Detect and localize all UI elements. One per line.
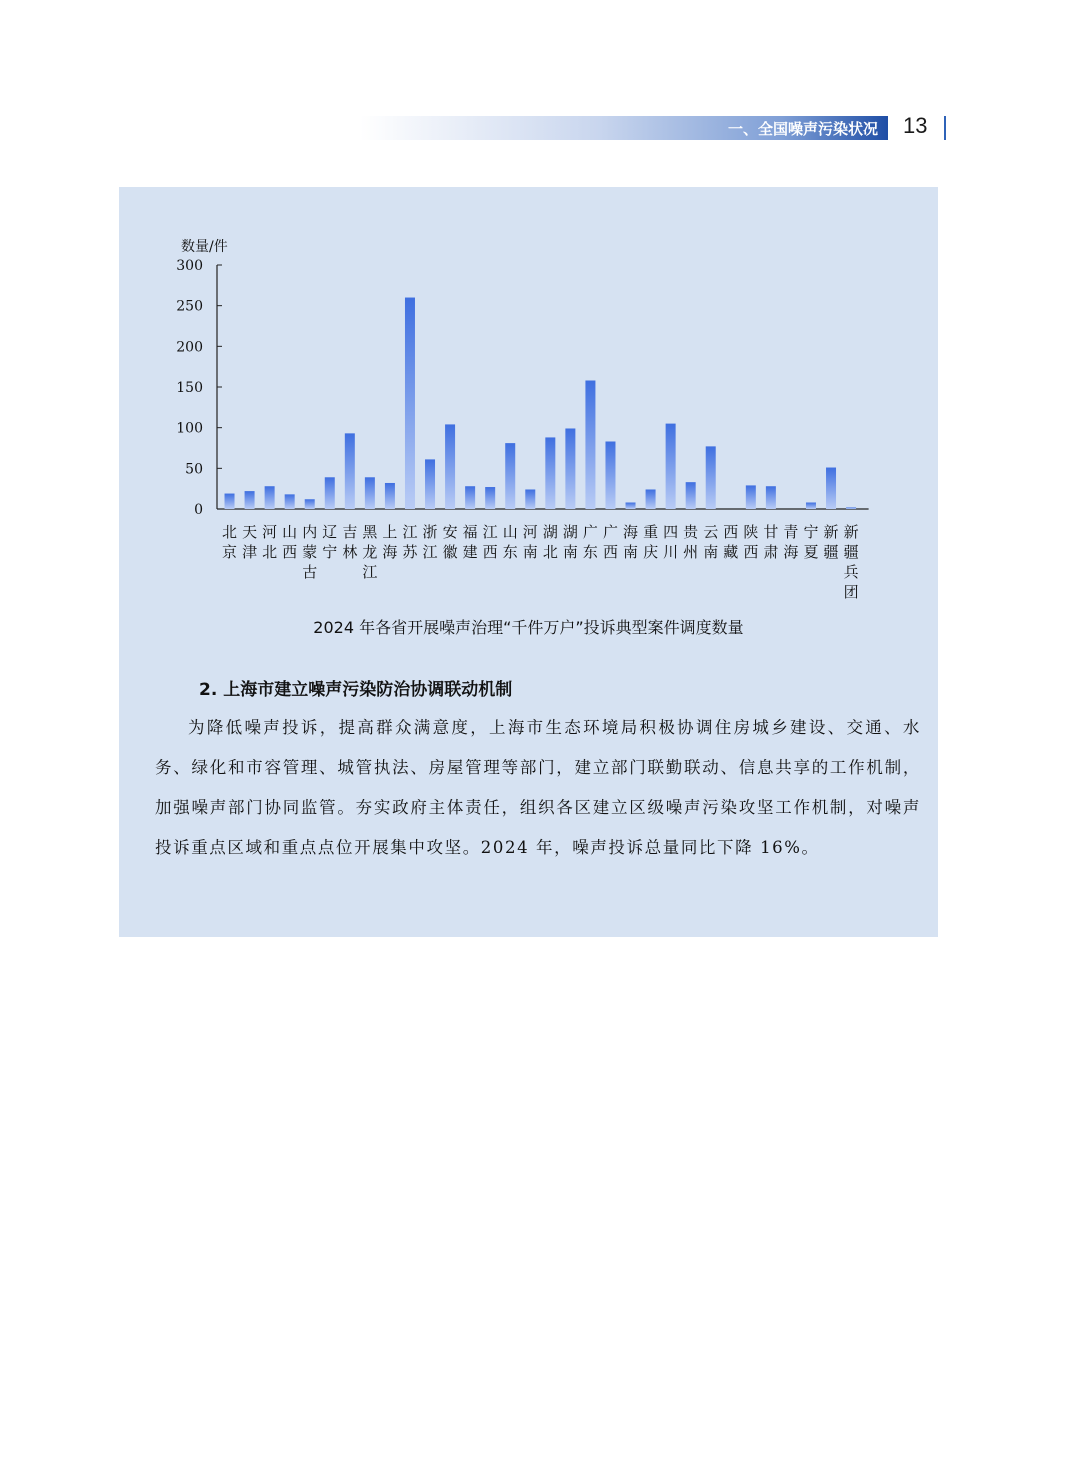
x-tick-label: 山	[502, 523, 518, 541]
x-tick-label: 肃	[763, 543, 779, 561]
x-tick-label: 广	[602, 523, 618, 541]
bar	[826, 468, 836, 509]
header-band	[360, 116, 888, 140]
x-tick-label: 苏	[402, 543, 418, 561]
x-tick-label: 山	[282, 523, 298, 541]
chart-caption: 2024 年各省开展噪声治理“千件万户”投诉典型案件调度数量	[313, 618, 744, 637]
x-tick-label: 海	[623, 523, 639, 541]
bar	[265, 486, 275, 509]
x-tick-label: 江	[402, 523, 418, 541]
x-tick-label: 西	[602, 543, 618, 561]
x-tick-label: 兵	[843, 563, 859, 581]
bar	[425, 459, 435, 509]
y-tick-label: 150	[176, 380, 203, 396]
bar	[706, 446, 716, 509]
x-tick-label: 河	[522, 523, 538, 541]
x-tick-label: 京	[222, 543, 238, 561]
x-tick-label: 新	[823, 523, 839, 541]
x-tick-label: 陕	[743, 523, 759, 541]
x-tick-label: 重	[643, 523, 659, 541]
bar	[325, 477, 335, 509]
x-tick-label: 广	[582, 523, 598, 541]
bar-chart	[119, 187, 938, 607]
x-tick-label: 蒙	[302, 543, 318, 561]
bar	[746, 485, 756, 509]
x-tick-label: 东	[582, 543, 598, 561]
x-tick-label: 南	[562, 543, 578, 561]
x-tick-label: 天	[242, 523, 258, 541]
bar	[605, 441, 615, 509]
x-tick-label: 江	[362, 563, 378, 581]
x-tick-label: 藏	[723, 543, 739, 561]
section-heading: 2. 上海市建立噪声污染防治协调联动机制	[199, 680, 513, 700]
x-tick-label: 南	[522, 543, 538, 561]
x-tick-label: 西	[723, 523, 739, 541]
x-tick-label: 海	[783, 543, 799, 561]
bar	[385, 483, 395, 509]
x-tick-label: 古	[302, 563, 318, 581]
x-tick-label: 黑	[362, 523, 378, 541]
bar	[545, 437, 555, 509]
y-tick-label: 250	[176, 298, 203, 315]
x-tick-label: 河	[262, 523, 278, 541]
x-tick-label: 辽	[322, 523, 338, 541]
bar	[626, 502, 636, 509]
section-title: 一、全国噪声污染状况	[727, 120, 878, 138]
x-tick-label: 云	[703, 523, 719, 541]
bar	[686, 482, 696, 509]
x-tick-label: 团	[843, 583, 859, 601]
bar	[505, 443, 515, 509]
x-tick-label: 川	[663, 543, 679, 561]
page-number: 13	[903, 113, 928, 138]
x-tick-label: 疆	[823, 543, 839, 561]
y-tick-label: 100	[176, 420, 203, 437]
bar	[225, 494, 235, 509]
x-tick-label: 福	[462, 523, 478, 541]
bar	[305, 499, 315, 509]
x-tick-label: 北	[222, 523, 238, 541]
x-tick-label: 州	[683, 543, 699, 561]
x-tick-label: 新	[843, 523, 859, 541]
x-tick-label: 甘	[763, 523, 779, 541]
bar	[585, 380, 595, 509]
x-tick-label: 贵	[683, 523, 699, 541]
page-number-bar	[944, 116, 946, 140]
y-axis-label: 数量/件	[181, 239, 228, 255]
x-tick-label: 建	[462, 543, 478, 561]
x-tick-label: 夏	[803, 543, 819, 561]
bar	[285, 494, 295, 509]
bar	[345, 433, 355, 509]
x-tick-label: 徽	[442, 543, 458, 561]
bar	[766, 486, 776, 509]
x-tick-label: 龙	[362, 543, 378, 561]
bar	[445, 424, 455, 509]
y-tick-label: 200	[176, 339, 203, 356]
x-tick-label: 林	[342, 543, 358, 561]
bar	[405, 298, 415, 509]
x-tick-label: 江	[482, 523, 498, 541]
x-tick-label: 西	[282, 543, 298, 561]
x-tick-label: 上	[382, 523, 398, 541]
x-tick-label: 海	[382, 543, 398, 561]
x-tick-label: 吉	[342, 523, 358, 541]
y-tick-label: 0	[194, 502, 203, 518]
x-tick-label: 浙	[422, 523, 438, 541]
bar	[806, 502, 816, 509]
x-tick-label: 安	[442, 523, 458, 541]
bar	[365, 477, 375, 509]
x-tick-label: 宁	[803, 523, 819, 541]
body-paragraph: 为降低噪声投诉，提高群众满意度，上海市生态环境局积极协调住房城乡建设、交通、水务、绿化和市容管理、城管执法、房屋管理等部门，建立部门联勤联动、信息共享的工作机制，加强噪声部门协同监管。夯实政府主体责任，组织各区建立区级噪声污染攻坚工作机制，对噪声投诉重点区域和重点点位开展集中攻坚。2024 年，噪声投诉总量同比下降 16%。	[155, 718, 921, 857]
bar	[245, 491, 255, 509]
bar	[525, 489, 535, 509]
y-tick-label: 50	[185, 461, 203, 478]
x-tick-label: 青	[783, 523, 799, 541]
x-tick-label: 湖	[562, 523, 578, 541]
bar	[646, 489, 656, 509]
x-tick-label: 南	[703, 543, 719, 561]
x-tick-label: 宁	[322, 543, 338, 561]
bar	[666, 424, 676, 509]
x-tick-label: 北	[542, 543, 558, 561]
bar	[565, 428, 575, 509]
x-tick-label: 庆	[643, 543, 659, 561]
x-tick-label: 北	[262, 543, 278, 561]
bar	[846, 507, 856, 509]
content-panel	[119, 187, 938, 937]
x-tick-label: 东	[502, 543, 518, 561]
x-tick-label: 西	[482, 543, 498, 561]
x-tick-label: 津	[242, 543, 258, 561]
y-tick-label: 300	[176, 258, 203, 274]
x-tick-label: 湖	[542, 523, 558, 541]
bar	[485, 487, 495, 509]
x-tick-label: 内	[302, 523, 318, 541]
x-tick-label: 南	[623, 543, 639, 561]
x-tick-label: 四	[663, 523, 679, 541]
x-tick-label: 西	[743, 543, 759, 561]
x-tick-label: 疆	[843, 543, 859, 561]
bar	[465, 486, 475, 509]
x-tick-label: 江	[422, 543, 438, 561]
